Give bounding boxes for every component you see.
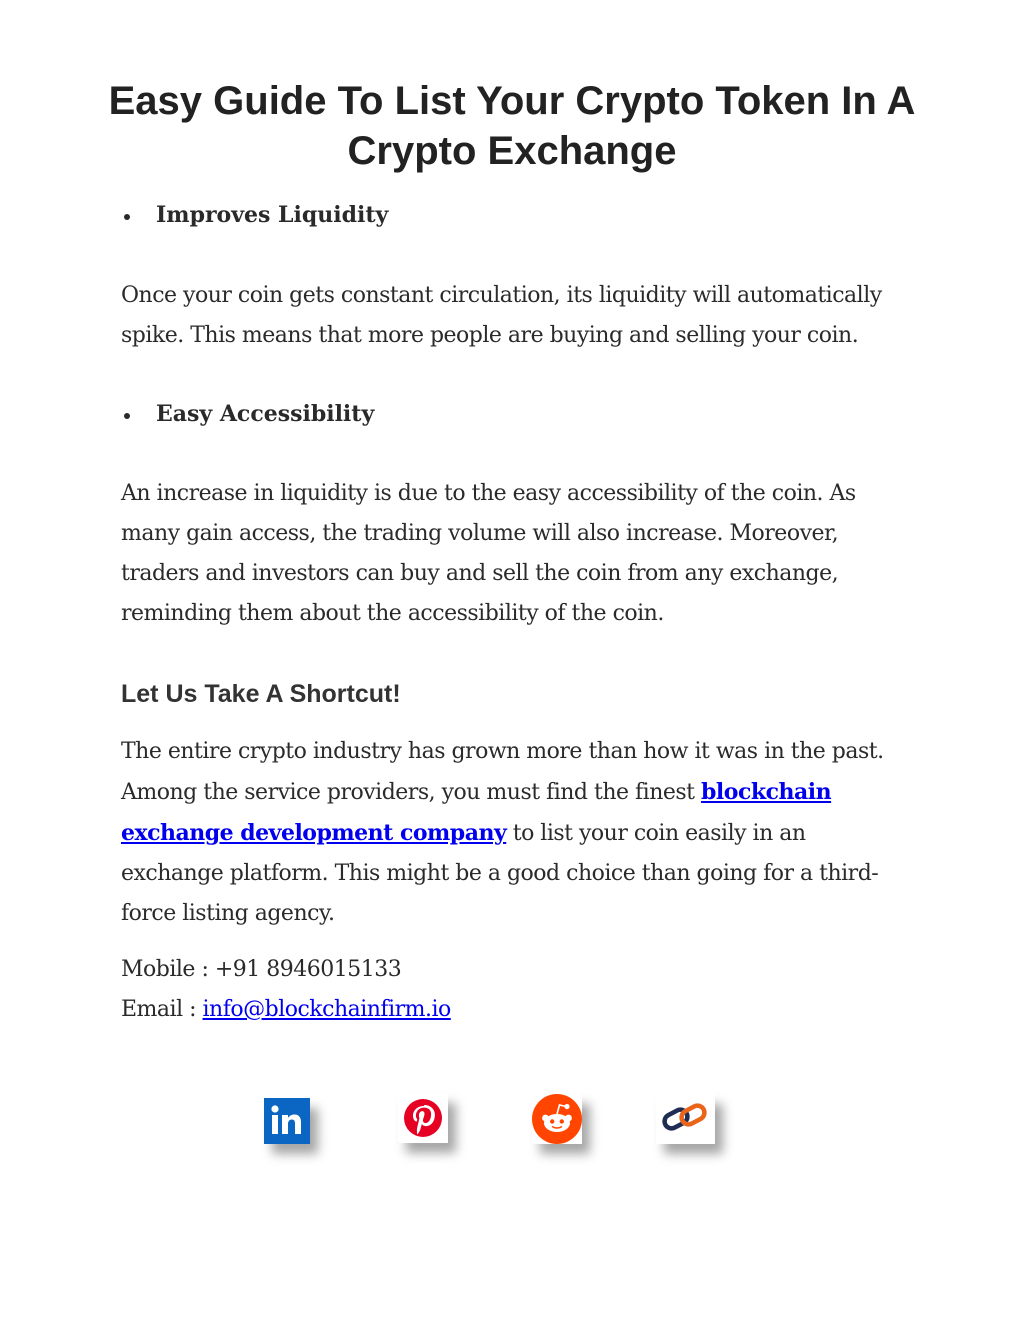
bullet-label: Easy Accessibility <box>156 401 375 427</box>
link-icon <box>656 1094 715 1144</box>
paragraph-accessibility: An increase in liquidity is due to the easy accessibility of the coin. As many gain access, the trading volume will also increase. Moreover, traders and investors can buy and sell the coin from any exchange, reminding them about the accessibility of the coin. <box>121 481 856 626</box>
copy-link-button[interactable] <box>656 1094 715 1144</box>
bullet-dot <box>124 413 130 419</box>
mobile-number: +91 8946015133 <box>214 957 402 982</box>
section-heading: Let Us Take A Shortcut! <box>121 680 401 708</box>
paragraph-shortcut <box>121 732 911 934</box>
bullet-dot <box>124 214 130 220</box>
linkedin-button[interactable] <box>264 1098 310 1144</box>
shortcut-text-after: to list your coin easily in an exchange platform. This might be a good choice than going for a third-force listing agency. <box>121 821 879 926</box>
email-link[interactable]: info@blockchainfirm.io <box>202 997 451 1022</box>
pinterest-icon <box>398 1093 448 1143</box>
bullet-improves-liquidity <box>124 200 388 230</box>
pinterest-button[interactable] <box>398 1093 448 1143</box>
blockchain-exchange-link[interactable]: blockchain exchange development company <box>121 779 832 846</box>
page-title: Easy Guide To List Your Crypto Token In A Crypto Exchange <box>108 79 916 173</box>
email-label: Email : <box>121 997 203 1022</box>
reddit-button[interactable] <box>532 1094 582 1144</box>
mobile-label: Mobile : <box>121 957 215 982</box>
reddit-icon <box>532 1094 582 1144</box>
linkedin-icon <box>264 1098 310 1144</box>
bullet-easy-accessibility <box>124 399 374 429</box>
bullet-label: Improves Liquidity <box>156 202 389 228</box>
shortcut-text-before: The entire crypto industry has grown more than how it was in the past. Among the service providers, you must find the finest <box>121 739 884 805</box>
paragraph-liquidity: Once your coin gets constant circulation, its liquidity will automatically spike. This means that more people are buying and selling your coin. <box>121 283 882 348</box>
contact-block <box>121 950 911 1030</box>
